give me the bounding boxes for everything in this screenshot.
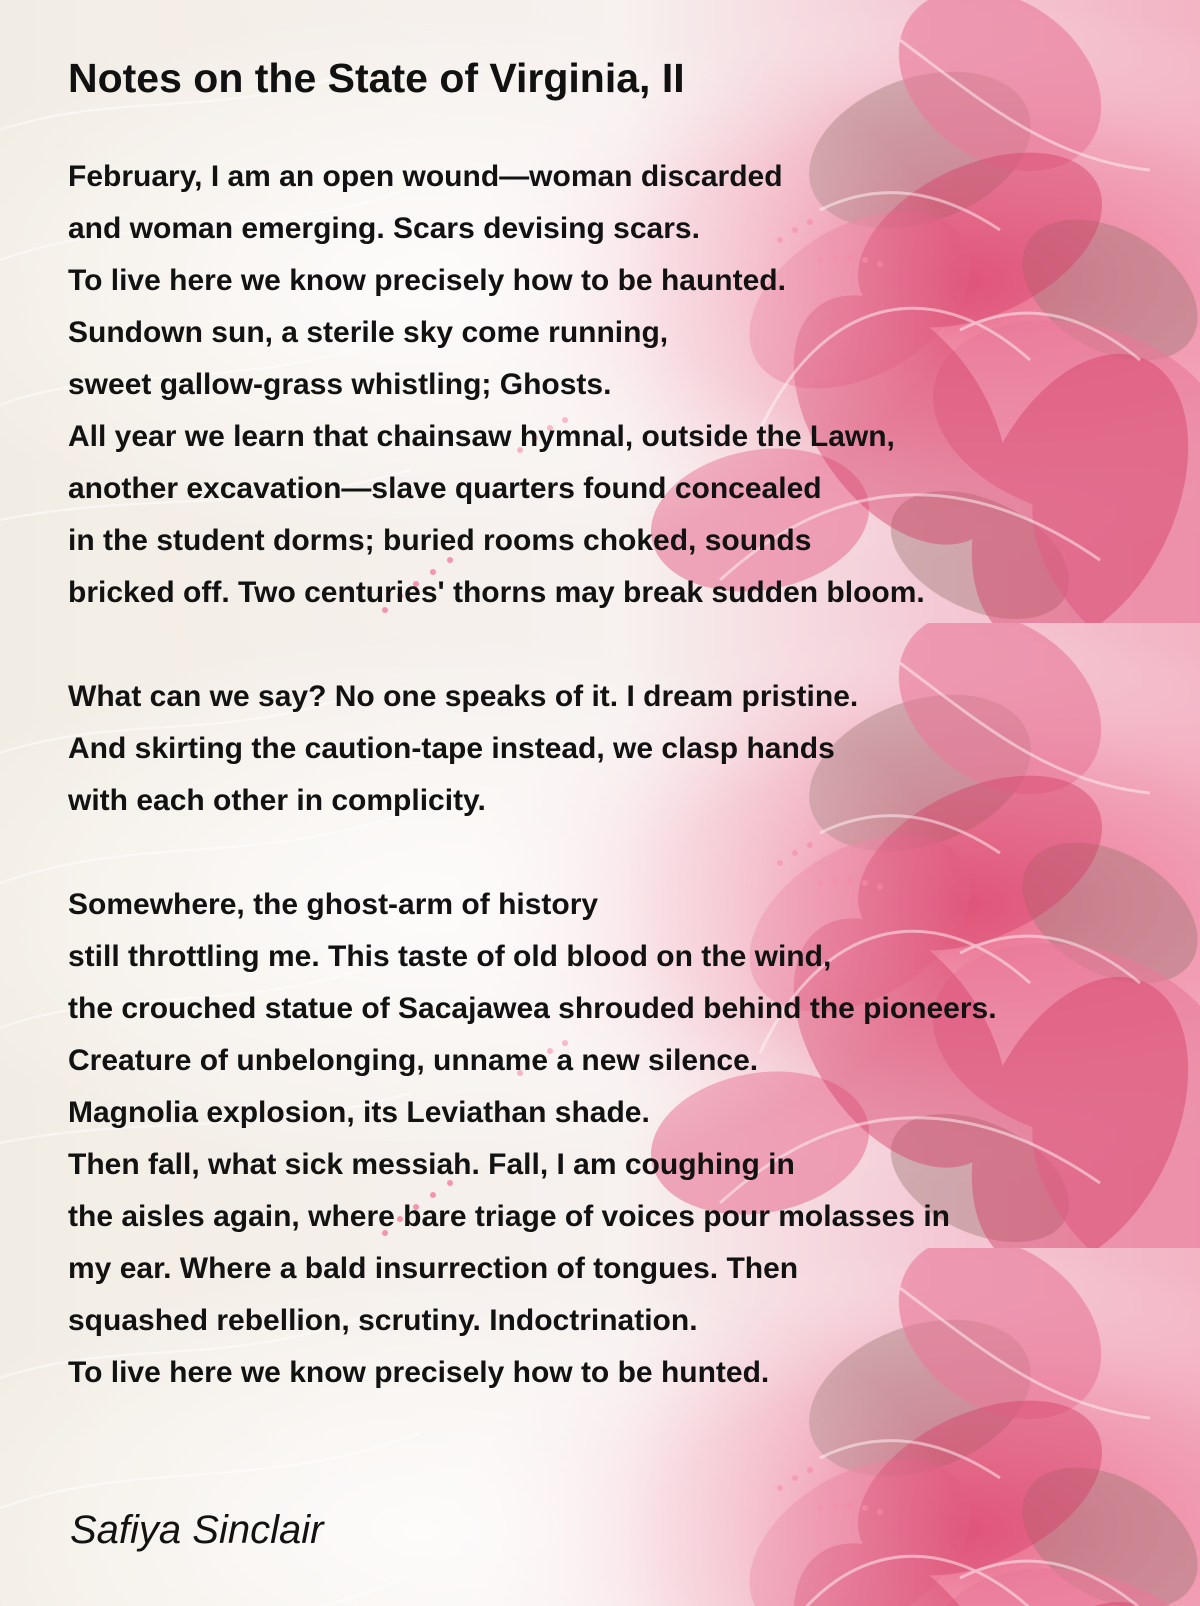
poem-line: sweet gallow-grass whistling; Ghosts. <box>68 368 612 401</box>
poem-line: To live here we know precisely how to be haunted. <box>68 264 786 297</box>
poem-line: Then fall, what sick messiah. Fall, I am coughing in <box>68 1148 795 1181</box>
poem-stanza-3 <box>68 879 1178 1399</box>
poem-line: with each other in complicity. <box>68 784 486 817</box>
poem-line: Creature of unbelonging, unname a new silence. <box>68 1044 759 1077</box>
poem-line: And skirting the caution-tape instead, we clasp hands <box>68 732 835 765</box>
poem-author: Safiya Sinclair <box>70 1508 324 1552</box>
poem-stanza-1 <box>68 151 1178 619</box>
poem-line: my ear. Where a bald insurrection of tongues. Then <box>68 1252 799 1285</box>
poem-stanza-2 <box>68 671 1178 827</box>
poem-body <box>68 151 1178 1451</box>
poem-line: and woman emerging. Scars devising scars. <box>68 212 700 245</box>
poem-line: the aisles again, where bare triage of voices pour molasses in <box>68 1200 950 1233</box>
poem-line: Sundown sun, a sterile sky come running, <box>68 316 669 349</box>
poem-line: February, I am an open wound—woman discarded <box>68 160 783 193</box>
poem-line: All year we learn that chainsaw hymnal, outside the Lawn, <box>68 420 895 453</box>
poem-line: Magnolia explosion, its Leviathan shade. <box>68 1096 650 1129</box>
poem-line: still throttling me. This taste of old blood on the wind, <box>68 940 832 973</box>
poem-line: What can we say? No one speaks of it. I dream pristine. <box>68 680 859 713</box>
poem-line: Somewhere, the ghost-arm of history <box>68 888 599 921</box>
poem-line: bricked off. Two centuries' thorns may break sudden bloom. <box>68 576 925 609</box>
poem-line: squashed rebellion, scrutiny. Indoctrination. <box>68 1304 698 1337</box>
poem-line: To live here we know precisely how to be hunted. <box>68 1356 770 1389</box>
poem-line: the crouched statue of Sacajawea shrouded behind the pioneers. <box>68 992 997 1025</box>
poem-title: Notes on the State of Virginia, II <box>68 55 685 101</box>
poem-line: in the student dorms; buried rooms choked, sounds <box>68 524 812 557</box>
poem-line: another excavation—slave quarters found concealed <box>68 472 822 505</box>
